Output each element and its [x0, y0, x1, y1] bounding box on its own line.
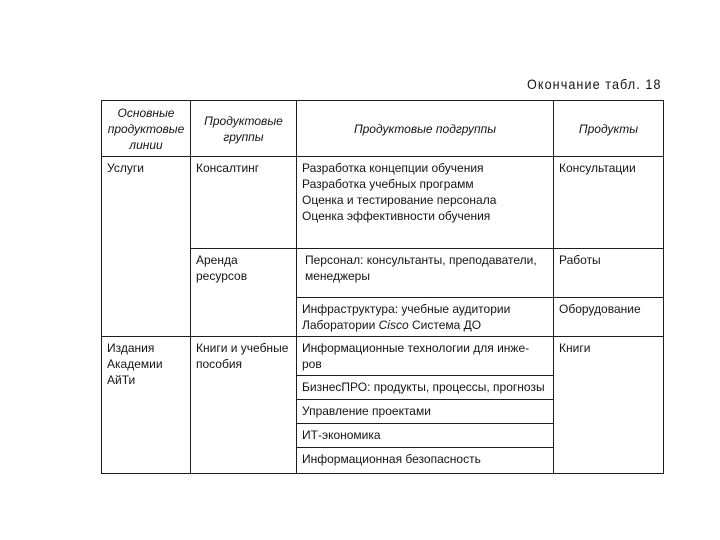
subgroup-item: Информационная безопасность: [297, 448, 554, 474]
table-caption: Окончание табл. 18: [527, 76, 662, 92]
header-product-lines: Основные продуктовые линии: [102, 101, 191, 157]
product-consultations: Консультации: [554, 157, 664, 249]
header-product-subgroups: Продуктовые подгруппы: [297, 101, 554, 157]
subgroup-infrastructure: [297, 298, 554, 337]
subgroup-item: БизнесПРО: продукты, процессы, прогнозы: [297, 376, 554, 400]
product-books: Книги: [554, 337, 664, 474]
line-services: Услуги: [102, 157, 191, 337]
product-equipment: Оборудование: [554, 298, 664, 337]
subgroup-personnel: [297, 249, 554, 298]
subgroup-item: Лаборатории Cisco Система ДО: [302, 318, 482, 332]
subgroup-item: Инфраструктура: учебные аудитории: [302, 302, 511, 316]
product-works: Работы: [554, 249, 664, 298]
product-table: [101, 100, 664, 474]
line-publishing: Издания Академии АйТи: [102, 337, 191, 474]
subgroup-item: Разработка учебных программ: [302, 177, 474, 191]
group-rental: Аренда ресурсов: [191, 249, 297, 337]
subgroup-item: Оценка эффективности обучения: [302, 209, 491, 223]
subgroups-consulting: [297, 157, 554, 249]
header-products: Продукты: [554, 101, 664, 157]
subgroup-item: Информационные технологии для инже-ров: [297, 337, 554, 376]
header-product-groups: Продуктовые группы: [191, 101, 297, 157]
group-books: Книги и учебные пособия: [191, 337, 297, 474]
group-consulting: Консалтинг: [191, 157, 297, 249]
header-row: [102, 101, 664, 157]
table-row: [102, 157, 664, 249]
subgroup-item: Разработка концепции обучения: [302, 161, 484, 175]
table-row: [102, 337, 664, 376]
subgroup-item: ИТ-экономика: [297, 424, 554, 448]
subgroup-item: Оценка и тестирование персонала: [302, 193, 497, 207]
subgroup-item: Управление проектами: [297, 400, 554, 424]
subgroup-item: Персонал: консультанты, преподаватели, менеджеры: [305, 253, 537, 283]
